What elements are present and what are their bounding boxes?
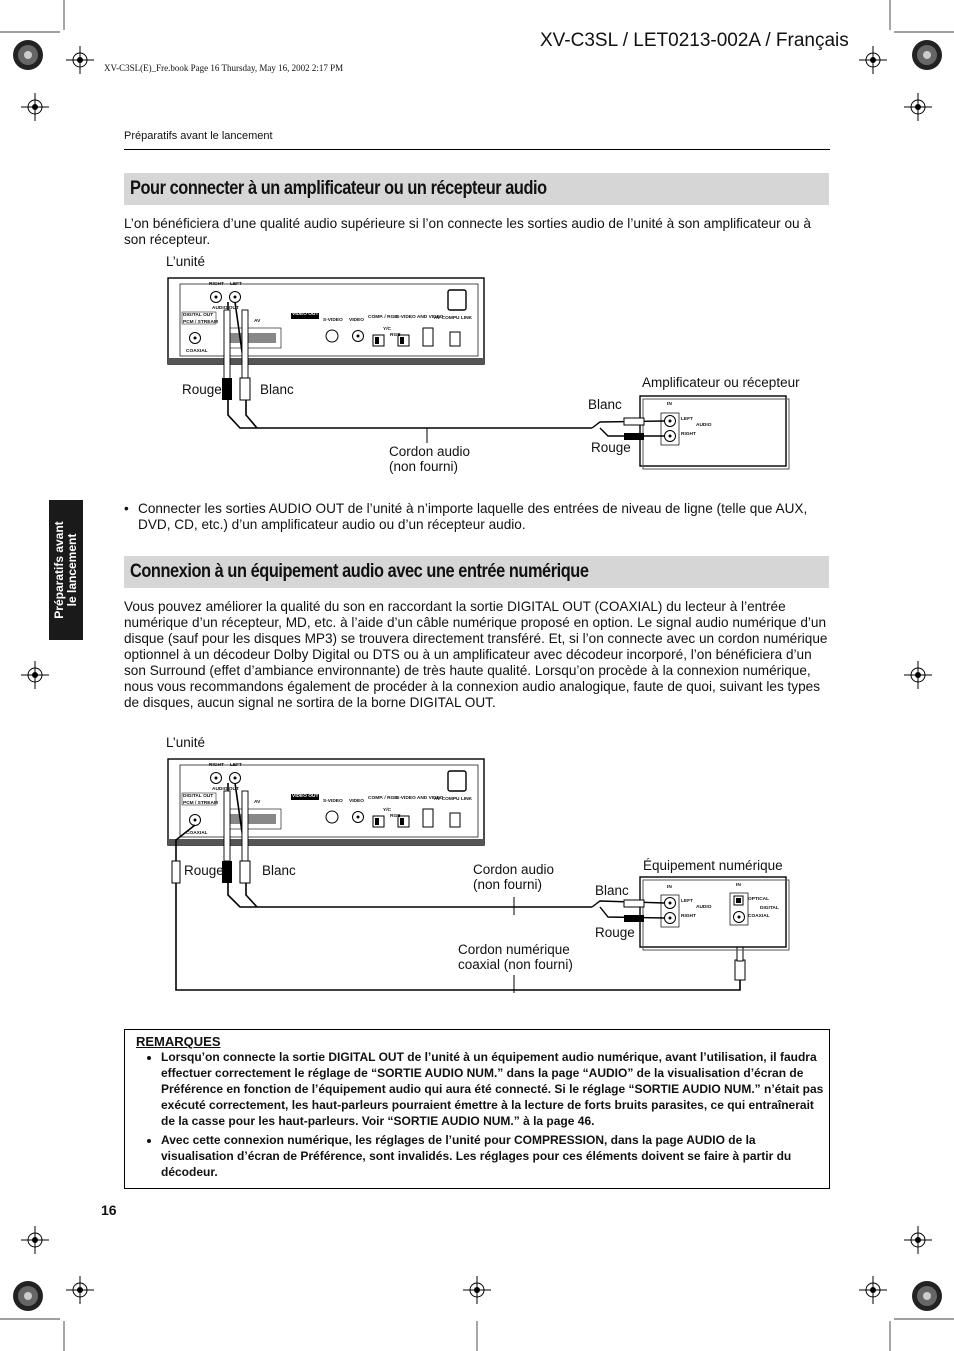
diagram-1-rouge-label: Rouge — [182, 382, 222, 397]
diagram-2-coax-label-1: Cordon numérique — [458, 942, 570, 957]
panel1-s-video: S-VIDEO — [323, 318, 343, 323]
remark-item: • Lorsqu’on connecte la sortie DIGITAL OUT de l’unité à un équipement audio numérique, avant l’utilisation, il faudra effectuer correctement le réglage de “SORTIE AUDIO NUM.” dans la page “AUDIO” de la visualisation d’écran de Préférence en fonction de l’équipement audio qui aura été connecté. Si le réglage “SORTIE AUDIO NUM.” n’était pas exécuté correctement, les haut-parleurs pourraient émettre à la lecture de forts bruits parasites, ce qui entraînerait de la casse pour les haut-parleurs. Voir “SORTIE AUDIO NUM.” à la page 46. — [161, 1049, 831, 1129]
running-header: Préparatifs avant le lancement — [124, 130, 273, 142]
panel1-av-compu-link: AV COMPU LINK — [434, 316, 473, 321]
diagram-1-unit-label: L’unité — [166, 254, 206, 269]
panel1-video-out: VIDEO OUT — [292, 312, 319, 317]
panel2-right: RIGHT — [209, 763, 224, 768]
diagram-1-cable-label-1: Cordon audio — [389, 444, 471, 459]
panel2-coaxial: COAXIAL — [186, 831, 208, 836]
section-1-title: Pour connecter à un amplificateur ou un récepteur audio — [130, 178, 547, 199]
diagram-1-cable-label-2: (non fourni) — [389, 459, 459, 474]
panel1-video: VIDEO — [349, 318, 364, 323]
diagram-1-device-label: Amplificateur ou récepteur — [642, 375, 800, 390]
panel1-rgb: RGB — [390, 333, 401, 338]
panel1-coaxial: COAXIAL — [186, 349, 208, 354]
amp-audio: AUDIO — [696, 423, 712, 428]
amp-left: LEFT — [681, 417, 693, 422]
panel2-rgb: RGB — [390, 814, 401, 819]
dig-coaxial: COAXIAL — [748, 914, 770, 919]
panel2-s-video: S-VIDEO — [323, 799, 343, 804]
panel2-video: VIDEO — [349, 799, 364, 804]
header-rule — [124, 149, 830, 150]
panel2-av-compu-link: AV COMPU LINK — [434, 797, 473, 802]
remark-item: • Avec cette connexion numérique, les réglages de l’unité pour COMPRESSION, dans la page AUDIO de la visualisation d’écran de Préférence, sont invalidés. Les réglages pour ces éléments doivent se faire à partir du décodeur. — [161, 1132, 831, 1180]
amp-right: RIGHT — [681, 432, 696, 437]
amplifier-panel — [640, 396, 789, 469]
dig-right: RIGHT — [681, 914, 696, 919]
side-tab-label: Préparatifs avant le lancement — [52, 521, 79, 619]
dig-digital: DIGITAL — [760, 906, 779, 911]
amp-in: IN — [667, 402, 672, 407]
dig-optical: OPTICAL — [748, 897, 770, 902]
section-2-intro: Vous pouvez améliorer la qualité du son en raccordant la sortie DIGITAL OUT (COAXIAL) du lecteur à l’entrée numérique d’un récepteur, MD, etc. à l’aide d’un câble numérique proposé en option. Le signal audio numérique d’un disque (sauf pour les disques MP3) se trouvera directement transféré. Et, si l’on connecte avec un cordon numérique optionnel à un décodeur Dolby Digital ou DTS ou à un amplificateur avec décodeur incorporé, l’on bénéficiera d’un son Surround (effet d’ambiance environnante) de très haute qualité. Lorsqu’on procède à la connexion numérique, nous vous recommandons également de procéder à la connexion audio analogique, faute de quoi, suivant les types de disques, aucun signal ne sortira de la borne DIGITAL OUT. — [124, 599, 828, 710]
panel1-audio-out: AUDIO OUT — [212, 306, 239, 311]
panel2-audio-out: AUDIO OUT — [212, 787, 239, 792]
diagram-2-cable-label-1: Cordon audio — [473, 862, 555, 877]
panel2-video-out: VIDEO OUT — [292, 794, 319, 799]
panel1-yc: Y/C — [383, 327, 391, 332]
dig-in-2: IN — [736, 883, 741, 888]
diagram-2-rouge-label: Rouge — [184, 863, 224, 878]
panel1-digital-out: DIGITAL OUT — [183, 313, 214, 318]
panel1-right: RIGHT — [209, 282, 224, 287]
book-line: XV-C3SL(E)_Fre.book Page 16 Thursday, May 16, 2002 2:17 PM — [104, 63, 344, 73]
panel2-left: LEFT — [230, 763, 242, 768]
diagram-1-device-blanc-label: Blanc — [588, 397, 622, 412]
diagram-2-device-label: Équipement numérique — [643, 858, 783, 873]
section-1-bullet: Connecter les sorties AUDIO OUT de l’unité à n’importe laquelle des entrées de niveau de ligne (telle que AUX, DVD, CD, etc.) d’un amplificateur audio ou d’un récepteur audio. — [138, 501, 808, 532]
panel1-pcm: PCM / STREAM — [183, 320, 218, 325]
panel1-av: AV — [254, 319, 261, 324]
panel2-svideo-video: S-VIDEO AND VIDEO — [396, 796, 444, 801]
panel2-yc: Y/C — [383, 808, 391, 813]
remarks-box — [124, 1029, 830, 1189]
diagram-1-device-rouge-label: Rouge — [591, 440, 631, 455]
panel2-pcm: PCM / STREAM — [183, 801, 218, 806]
section-1-intro: L’on bénéficiera d’une qualité audio supérieure si l’on connecte les sorties audio de l’unité à son amplificateur ou à son récepteur. — [124, 216, 811, 247]
panel1-left: LEFT — [230, 282, 242, 287]
diagram-1-blanc-label: Blanc — [260, 382, 294, 397]
diagram-2-blanc-label: Blanc — [262, 863, 296, 878]
dig-left: LEFT — [681, 899, 693, 904]
panel1-comp: COMP. / RGB — [368, 315, 398, 320]
section-2-title: Connexion à un équipement audio avec une entrée numérique — [130, 561, 589, 582]
dig-audio: AUDIO — [696, 905, 712, 910]
panel2-comp: COMP. / RGB — [368, 796, 398, 801]
side-tab — [49, 500, 83, 640]
page-number: 16 — [101, 1202, 117, 1218]
panel1-svideo-video: S-VIDEO AND VIDEO — [396, 315, 444, 320]
diagram-2-coax-label-2: coaxial (non fourni) — [458, 957, 573, 972]
remarks-title: REMARQUES — [136, 1034, 221, 1049]
remarks-list — [147, 1049, 831, 1183]
panel2-av: AV — [254, 800, 261, 805]
print-title: XV-C3SL / LET0213-002A / Français — [540, 30, 849, 51]
diagram-2-device-rouge-label: Rouge — [595, 925, 635, 940]
dig-in: IN — [667, 885, 672, 890]
bullet-marker: • — [124, 501, 129, 516]
diagram-2-device-blanc-label: Blanc — [595, 883, 629, 898]
panel2-digital-out: DIGITAL OUT — [183, 794, 214, 799]
diagram-2-unit-label: L’unité — [166, 735, 206, 750]
diagram-2-cable-label-2: (non fourni) — [473, 877, 543, 892]
